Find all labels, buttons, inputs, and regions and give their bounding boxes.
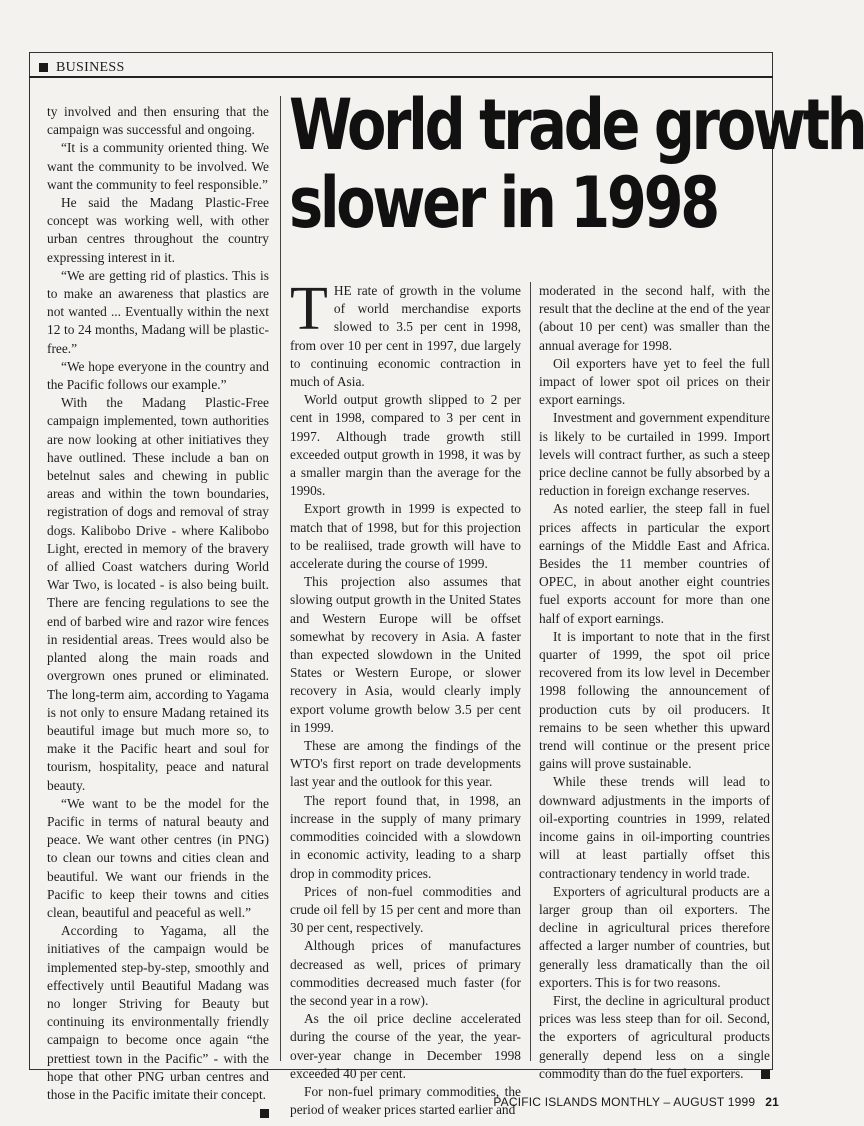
- paragraph: World output growth slipped to 2 per cent in 1998, compared to 3 per cent in 1997. Although trade growth still exceeded output growth in 1998, it was by a smaller margin than the average for the 1990s.: [290, 392, 521, 499]
- paragraph: He said the Madang Plastic-Free concept was working well, with other urban centres throughout the country expressing interest in it.: [47, 195, 269, 265]
- paragraph: ty involved and then ensuring that the campaign was successful and ongoing.: [47, 104, 269, 138]
- section-header: [29, 59, 773, 78]
- paragraph: “We hope everyone in the country and the Pacific follows our example.”: [47, 358, 269, 393]
- paragraph: [539, 992, 770, 1083]
- paragraph: [47, 922, 269, 1104]
- paragraph: With the Madang Plastic-Free campaign implemented, town authorities are now looking at other initiatives they have outlined. These include a ban on betelnut sales and chewing in public areas and within the town boundaries, registration of dogs and removal of stray dogs. Kalibobo Drive - where Kalibobo Light, erected in memory of the bravery of allied Coast watchers during World War Two, is located - is also being built. There are fencing regulations to see the end of barbed wire and razor wire fences in residential areas. Trees would also be planted along the main roads and overgrown ones pruned or eliminated. The long-term aim, according to Yagama is not only to ensure Madang retained its beautiful image but much more so, to make it the Pacific heart and soul for tourism, hospitality, peace and natural beauty.: [47, 395, 269, 793]
- headline: [289, 84, 864, 244]
- page-number: 21: [765, 1095, 779, 1109]
- section-label: BUSINESS: [56, 59, 125, 75]
- paragraph: Exporters of agricultural products are a larger group than oil exporters. The decline in agricultural prices therefore affected a larger number of countries, but generally less dramatically than the oil exporters. This is for two reasons.: [539, 883, 770, 990]
- paragraph: “We want to be the model for the Pacific in terms of natural beauty and peace. We want other centres (in PNG) to clean our towns and cities clean and beautiful. We want our friends in the Pacific to keep their towns and cities clean, beautiful and peaceful as well.”: [47, 795, 269, 920]
- column-divider: [280, 96, 281, 1061]
- paragraph: Export growth in 1999 is expected to match that of 1998, but for this projection to be realiised, trade growth will have to accelerate during the course of 1999.: [290, 501, 521, 572]
- paragraph: Oil exporters have yet to feel the full impact of lower spot oil prices on their export earnings.: [539, 355, 770, 408]
- publication-line: PACIFIC ISLANDS MONTHLY – AUGUST 1999: [493, 1095, 756, 1109]
- paragraph: This projection also assumes that slowing output growth in the United States and Western Europe will be offset somewhat by recovery in Asia. A faster than expected slowdown in the United States or Western Europe, or slower recovery in Asia, would clearly imply export volume growth below 3.5 per cent in 1999.: [290, 574, 521, 735]
- headline-line: World trade growth: [289, 84, 864, 166]
- paragraph: Although prices of manufactures decreased as well, prices of primary commodities decreased much faster (for the second year in a row).: [290, 938, 521, 1008]
- lead-paragraph: [290, 275, 521, 391]
- column-middle: [290, 275, 521, 1119]
- end-mark-icon: [761, 1070, 770, 1079]
- paragraph: While these trends will lead to downward adjustments in the imports of oil-exporting countries in 1999, related income gains in oil-importing countries will at least partially offset this contractionary tendency in world trade.: [539, 774, 770, 881]
- paragraph: “It is a community oriented thing. We want the community to be involved. We want the community to feel responsible.”: [47, 140, 269, 192]
- lead-text: HE rate of growth in the volume of world merchandise exports slowed to 3.5 per cent in 1998, from over 10 per cent in 1997, due largely to continuing economic contraction in much of Asia.: [290, 283, 521, 390]
- paragraph: “We are getting rid of plastics. This is to make an awareness that plastics are not wanted ... Eventually within the next 12 to 24 months, Madang will be plastic-free.”: [47, 267, 269, 356]
- paragraph: Investment and government expenditure is likely to be curtailed in 1999. Import levels will contract further, as such a steep price decline cannot be fully absorbed by a reduction in foreign exchange reserves.: [539, 410, 770, 499]
- paragraph: As noted earlier, the steep fall in fuel prices affects in particular the export earnings of the Middle East and Africa. Besides the 11 member countries of OPEC, in about another eight countries fuel exports account for more than one half of export earnings.: [539, 501, 770, 626]
- page-footer: [493, 1095, 779, 1109]
- paragraph: It is important to note that in the first quarter of 1999, the spot oil price recovered from its low level in December 1998 following the announcement of production cuts by oil producers. It remains to be seen whether this upward trend will continue or the present price gains will prove sustainable.: [539, 628, 770, 772]
- headline-line: slower in 1998: [289, 162, 717, 244]
- column-divider: [530, 282, 531, 1061]
- drop-cap: T: [290, 275, 328, 343]
- paragraph: moderated in the second half, with the result that the decline at the end of the year (about 10 per cent) was smaller than the annual average for 1998.: [539, 283, 770, 353]
- end-mark-icon: [260, 1109, 269, 1118]
- paragraph-text: First, the decline in agricultural product prices was less steep than for oil. Second, the exporters of agricultural products generally depend less on a single commodity than do the fuel exporters.: [539, 992, 770, 1081]
- paragraph: Prices of non-fuel commodities and crude oil fell by 15 per cent and more than 30 per cent, respectively.: [290, 883, 521, 936]
- section-marker-icon: [39, 63, 48, 72]
- column-right: [539, 282, 770, 1083]
- paragraph: The report found that, in 1998, an increase in the supply of many primary commodities coincided with a slowdown in economic activity, leading to a sharp drop in commodity prices.: [290, 792, 521, 881]
- paragraph-text: According to Yagama, all the initiatives of the campaign would be implemented step-by-step, smoothly and effectively until Beautiful Madang was no longer Striving for Beauty but continuing its environmentally friendly campaign to become once again “the prettiest town in the Pacific” - with the hope that other PNG urban centres and those in the Pacific imitate their concept.: [47, 923, 269, 1102]
- column-left: [47, 103, 269, 1118]
- paragraph: As the oil price decline accelerated during the course of the year, the year-over-year change in December 1998 exceeded 40 per cent.: [290, 1011, 521, 1081]
- paragraph: These are among the findings of the WTO's first report on trade developments last year and the outlook for this year.: [290, 738, 521, 790]
- paragraph: For non-fuel primary commodities, the period of weaker prices started earlier and: [290, 1083, 521, 1118]
